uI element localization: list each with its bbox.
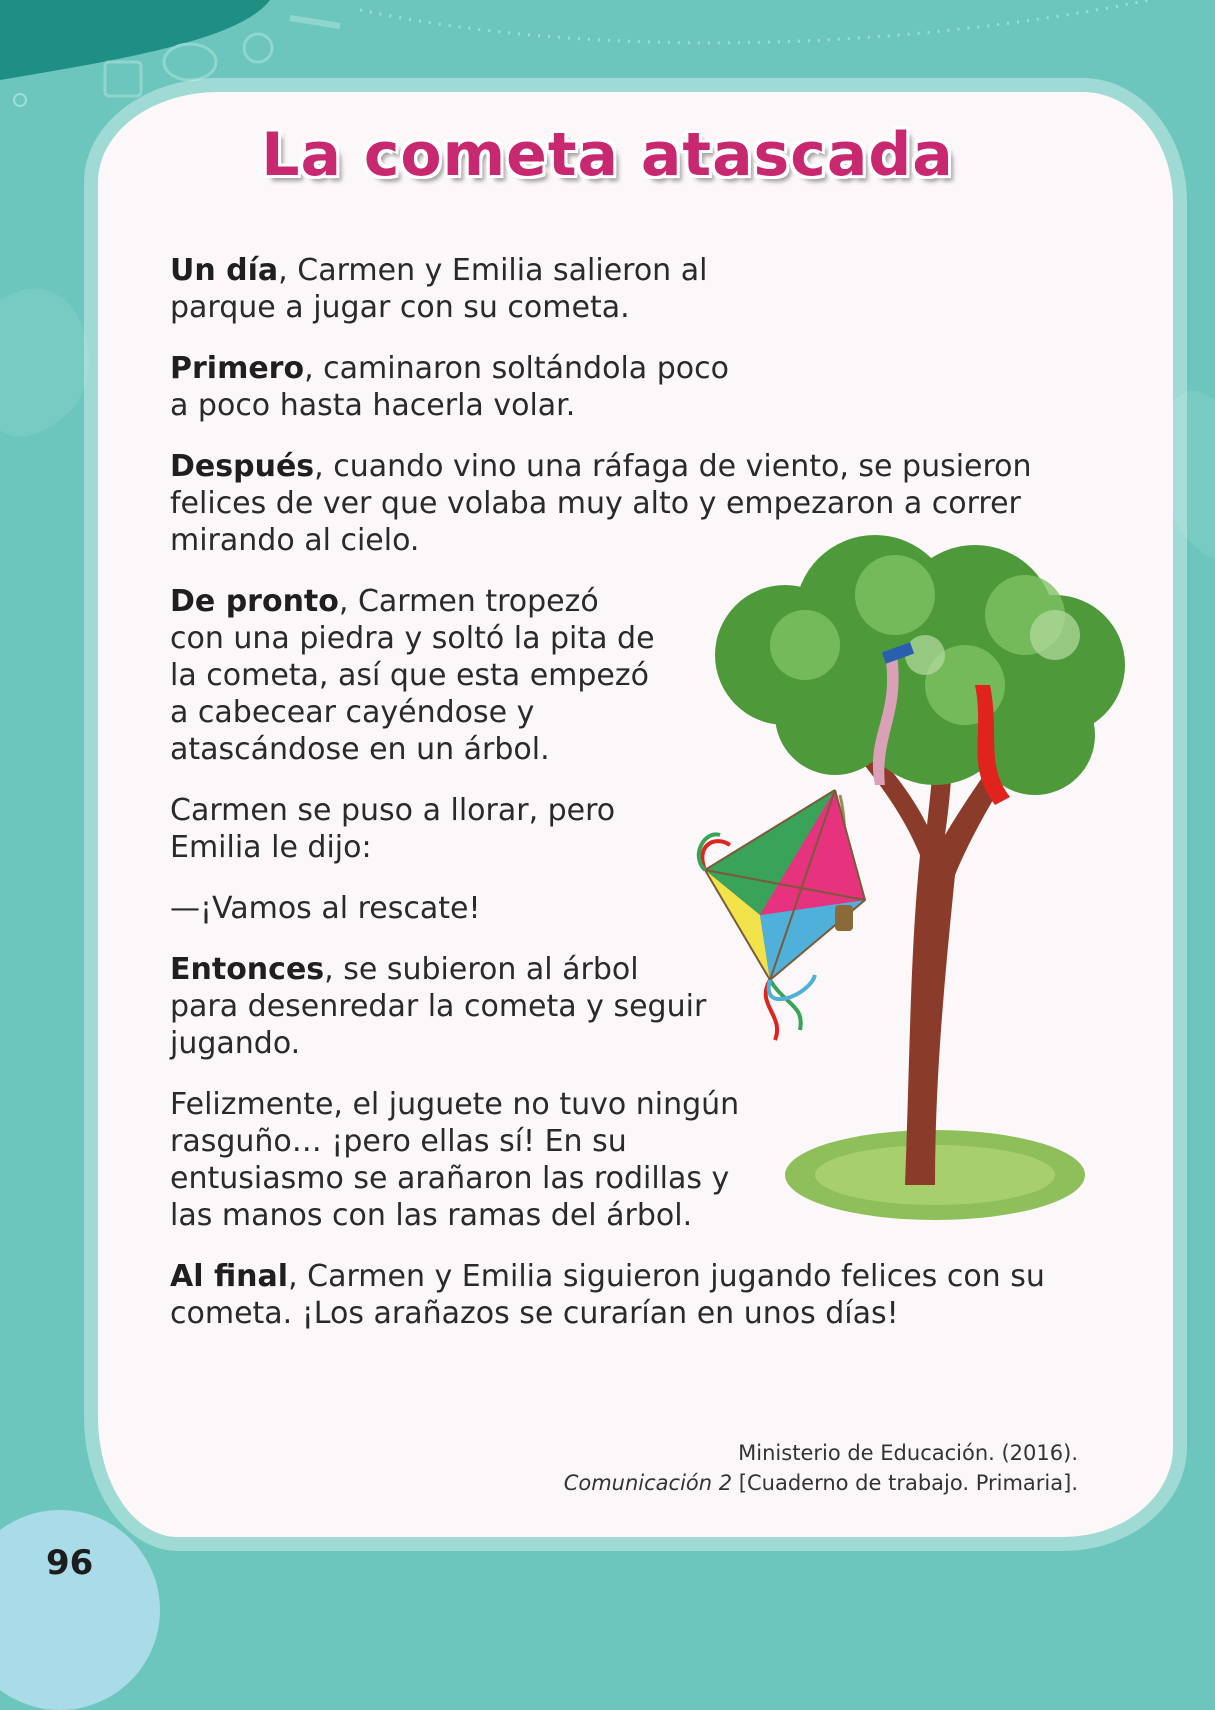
- paragraph-text: , se subieron al árbol para desenredar la cometa y seguir jugando.: [170, 952, 707, 1061]
- citation-book: [564, 1468, 1078, 1498]
- tree-with-kite-illustration: [635, 535, 1135, 1255]
- paragraph-text: Felizmente, el juguete no tuvo ningún rasguño… ¡pero ellas sí! En su entusiasmo se arañaron las rodillas y las manos con las ramas del árbol.: [170, 1087, 740, 1233]
- paragraph-text: , Carmen tropezó con una piedra y soltó la pita de la cometa, así que esta empezó a cabecear cayéndose y atascándose en un árbol.: [170, 584, 655, 767]
- paragraph-text: , Carmen y Emilia siguieron jugando felices con su cometa. ¡Los arañazos se curarían en unos días!: [170, 1259, 1045, 1331]
- dialogue-text: —¡Vamos al rescate!: [170, 891, 481, 926]
- citation-line: Ministerio de Educación. (2016).: [738, 1441, 1078, 1465]
- sequence-word: Al final: [170, 1259, 289, 1294]
- story-title: La cometa atascada: [261, 120, 954, 190]
- paragraph-text: Carmen se puso a llorar, pero Emilia le dijo:: [170, 793, 616, 865]
- sequence-word: De pronto: [170, 584, 339, 619]
- book-title: Comunicación 2: [563, 1471, 733, 1495]
- paragraph-text: , caminaron soltándola poco a poco hasta hacerla volar.: [170, 351, 729, 423]
- paragraph-text: , cuando vino una ráfaga de viento, se pusieron felices de ver que volaba muy alto y empezaron a correr mirando al cielo.: [170, 449, 1032, 558]
- source-citation: [564, 1438, 1078, 1498]
- paragraph-4: [170, 583, 660, 768]
- sequence-word: Un día: [170, 253, 279, 288]
- sequence-word: Entonces: [170, 952, 325, 987]
- paragraph-5: [170, 792, 640, 866]
- paragraph-6: [170, 890, 690, 927]
- paragraph-2: [170, 350, 730, 424]
- paragraph-9: [170, 1258, 1090, 1332]
- paragraph-7: [170, 951, 710, 1062]
- paragraph-text: , Carmen y Emilia salieron al parque a jugar con su cometa.: [170, 253, 708, 325]
- book-note: [Cuaderno de trabajo. Primaria].: [732, 1471, 1078, 1495]
- sequence-word: Primero: [170, 351, 305, 386]
- sequence-word: Después: [170, 449, 315, 484]
- page-number: 96: [46, 1543, 94, 1583]
- paragraph-1: [170, 252, 730, 326]
